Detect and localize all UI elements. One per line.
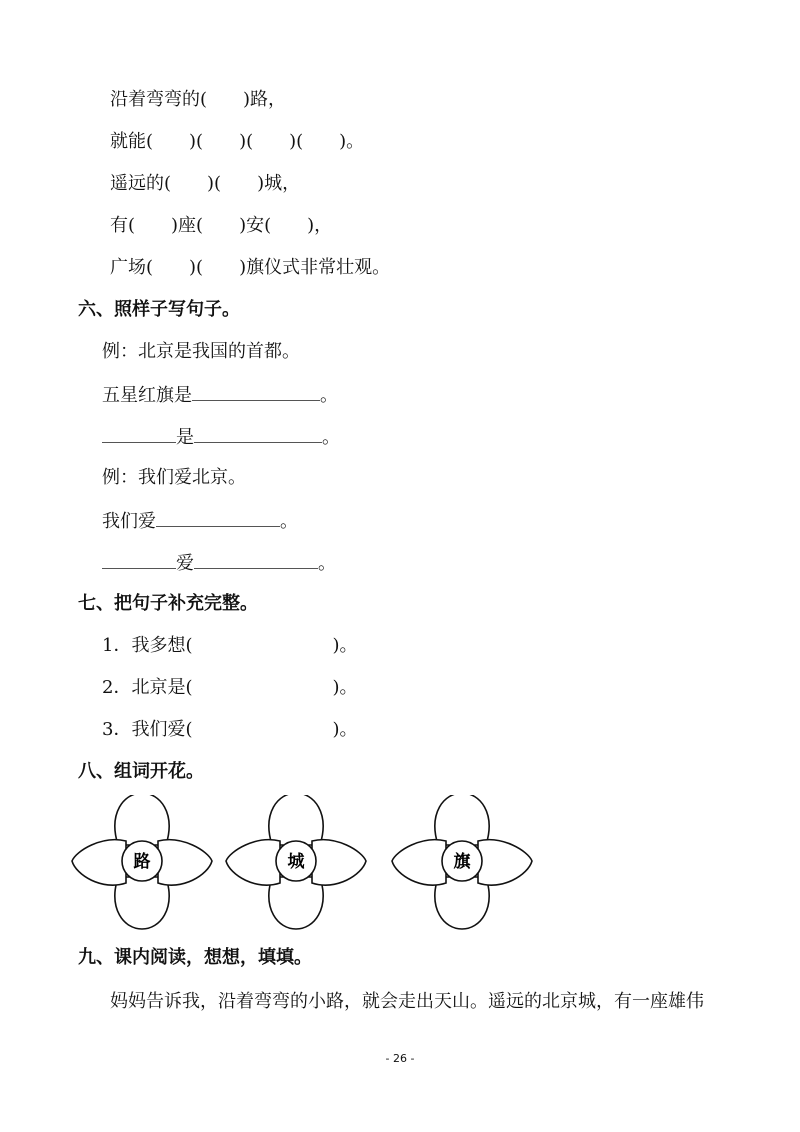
flower-center-char: 旗 — [453, 852, 471, 872]
section-9-title: 九、课内阅读，想想，填填。 — [78, 947, 312, 968]
flower-2 — [226, 795, 366, 929]
answer-blank[interactable] — [194, 550, 318, 569]
item-end: )。 — [332, 677, 358, 698]
item-end: )。 — [332, 719, 358, 740]
flower-3 — [392, 795, 532, 929]
flower-center-char: 路 — [133, 852, 151, 872]
exercise-prefix: 我们爱 — [102, 511, 156, 532]
exercise-mid: 是 — [176, 427, 194, 448]
section-8-title: 八、组词开花。 — [78, 761, 204, 782]
flower-center-char: 城 — [287, 852, 305, 872]
item-start: 3．我们爱( — [102, 719, 193, 740]
exercise-mid: 爱 — [176, 553, 194, 574]
poem-line-1: 沿着弯弯的( )路， — [110, 89, 287, 110]
poem-line-4: 有( )座( )安( )， — [110, 215, 333, 236]
section-7-item-1 — [102, 634, 358, 658]
poem-line-2: 就能( )( )( )( )。 — [110, 131, 365, 152]
answer-blank[interactable] — [102, 550, 176, 569]
page-number: - 26 - — [385, 1052, 415, 1065]
item-end: )。 — [332, 635, 358, 656]
section-6-exercise-2a — [102, 508, 298, 534]
exercise-end: 。 — [320, 385, 338, 406]
section-6-title: 六、照样子写句子。 — [78, 299, 240, 320]
section-7-item-3 — [102, 718, 358, 742]
exercise-end: 。 — [318, 553, 336, 574]
section-7-item-2 — [102, 676, 358, 700]
answer-blank[interactable] — [192, 382, 320, 401]
poem-line-3: 遥远的( )( )城， — [110, 173, 301, 194]
section-6-exercise-2b — [102, 550, 336, 576]
item-start: 2．北京是( — [102, 677, 193, 698]
section-6-example-2: 例：我们爱北京。 — [102, 467, 246, 488]
poem-line-5: 广场( )( )旗仪式非常壮观。 — [110, 257, 391, 278]
section-6-example-1: 例：北京是我国的首都。 — [102, 341, 300, 362]
answer-blank[interactable] — [194, 424, 322, 443]
flower-1 — [72, 795, 212, 929]
section-6-exercise-1a — [102, 382, 338, 408]
exercise-end: 。 — [280, 511, 298, 532]
section-9-paragraph: 妈妈告诉我，沿着弯弯的小路，就会走出天山。遥远的北京城，有一座雄伟 — [110, 991, 704, 1012]
section-6-exercise-1b — [102, 424, 340, 450]
section-7-title: 七、把句子补充完整。 — [78, 593, 258, 614]
item-start: 1．我多想( — [102, 635, 193, 656]
exercise-end: 。 — [322, 427, 340, 448]
answer-blank[interactable] — [156, 508, 280, 527]
exercise-prefix: 五星红旗是 — [102, 385, 192, 406]
answer-blank[interactable] — [102, 424, 176, 443]
flower-word-diagrams — [0, 795, 800, 935]
